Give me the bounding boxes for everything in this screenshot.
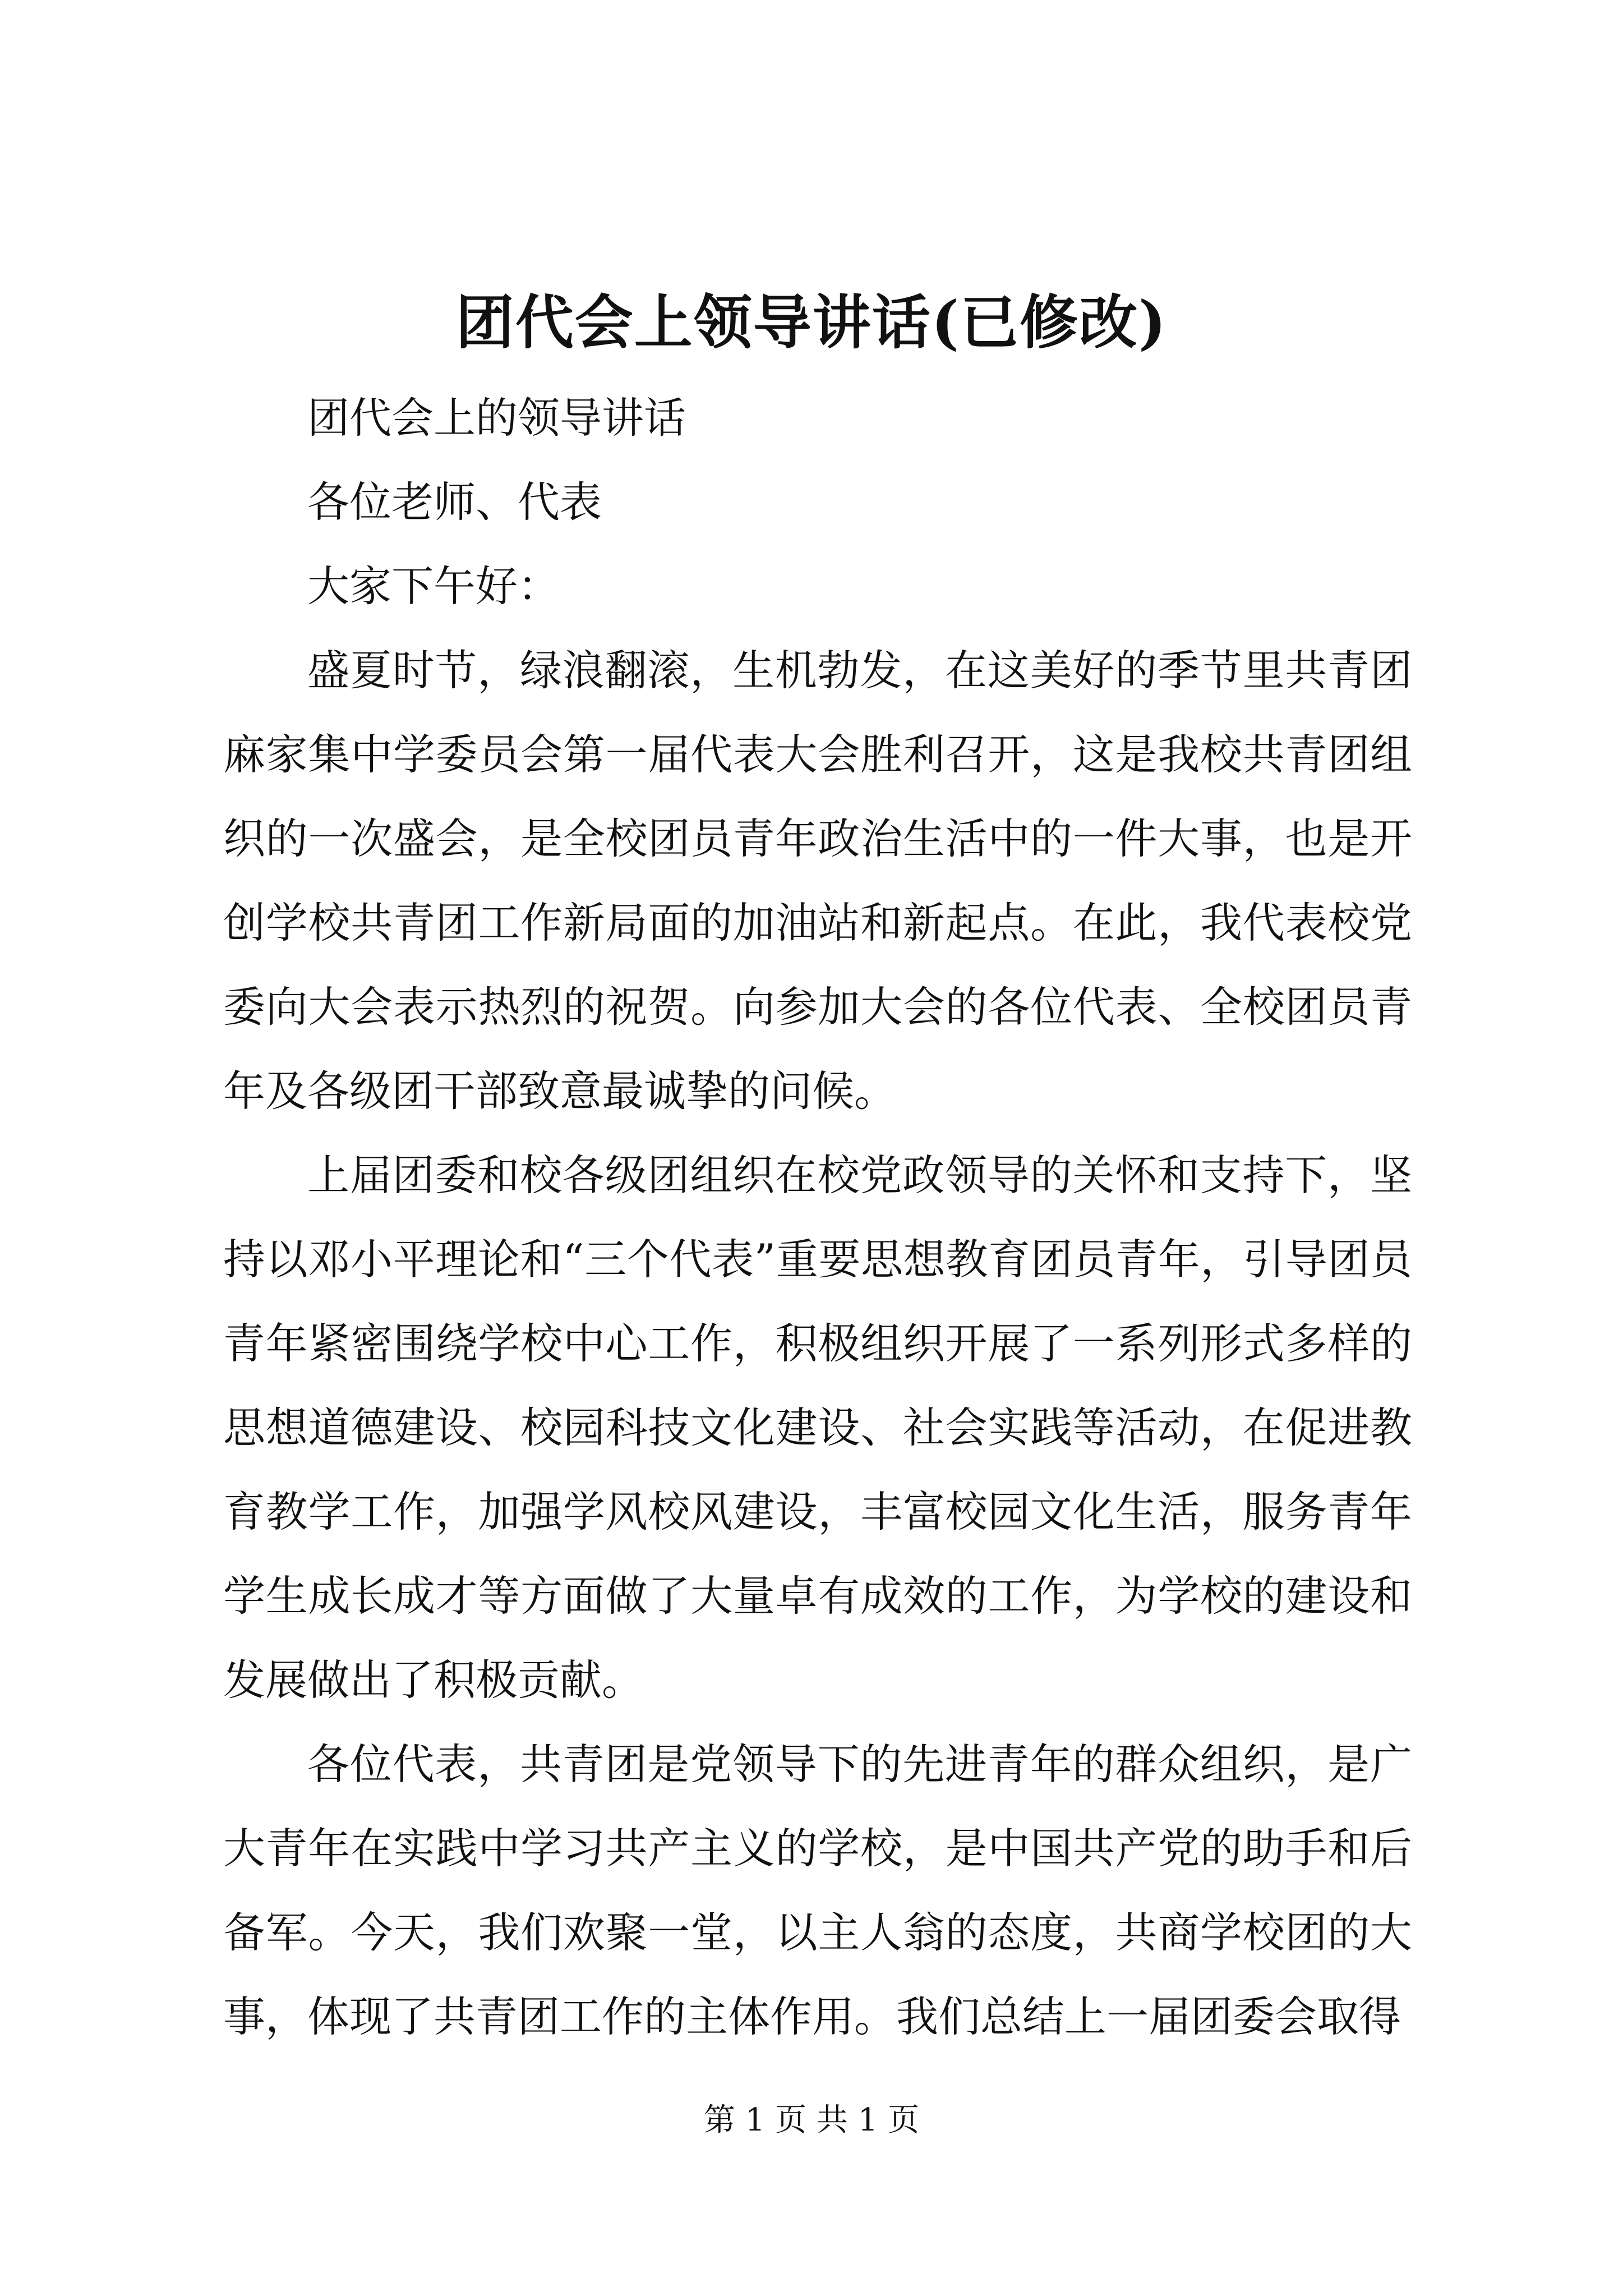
paragraph-review: 上届团委和校各级团组织在校党政领导的关怀和支持下，坚持以邓小平理论和“三个代表”重要思想教育团员青年，引导团员青年紧密围绕学校中心工作，积极组织开展了一系列形式多样的思想道德建设、校园科技文化建设、社会实践等活动，在促进教育教学工作，加强学风校风建设，丰富校园文化生活，服务青年学生成长成才等方面做了大量卓有成效的工作，为学校的建设和发展做出了积极贡献。 [223,1151,1412,1705]
paragraph-opening: 盛夏时节，绿浪翻滚，生机勃发，在这美好的季节里共青团麻家集中学委员会第一届代表大会胜利召开，这是我校共青团组织的一次盛会，是全校团员青年政治生活中的一件大事，也是开创学校共青团工作新局面的加油站和新起点。在此，我代表校党委向大会表示热烈的祝贺。向参加大会的各位代表、全校团员青年及各级团干部致意最诚挚的问候。 [223,646,1412,1116]
document-body [223,376,1412,2059]
page-footer: 第 1 页 共 1 页 [703,2102,920,2138]
greeting: 大家下午好： [307,562,560,611]
speech-heading: 团代会上的领导讲话 [307,393,686,443]
document-title: 团代会上领导讲话(已修改) [455,288,1168,357]
paragraph-role: 各位代表，共青团是党领导下的先进青年的群众组织，是广大青年在实践中学习共产主义的学校，是中国共产党的助手和后备军。今天，我们欢聚一堂，以主人翁的态度，共商学校团的大事，体现了共青团工作的主体作用。我们总结上一届团委会取得 [223,1740,1412,2041]
salutation: 各位老师、代表 [307,477,602,527]
